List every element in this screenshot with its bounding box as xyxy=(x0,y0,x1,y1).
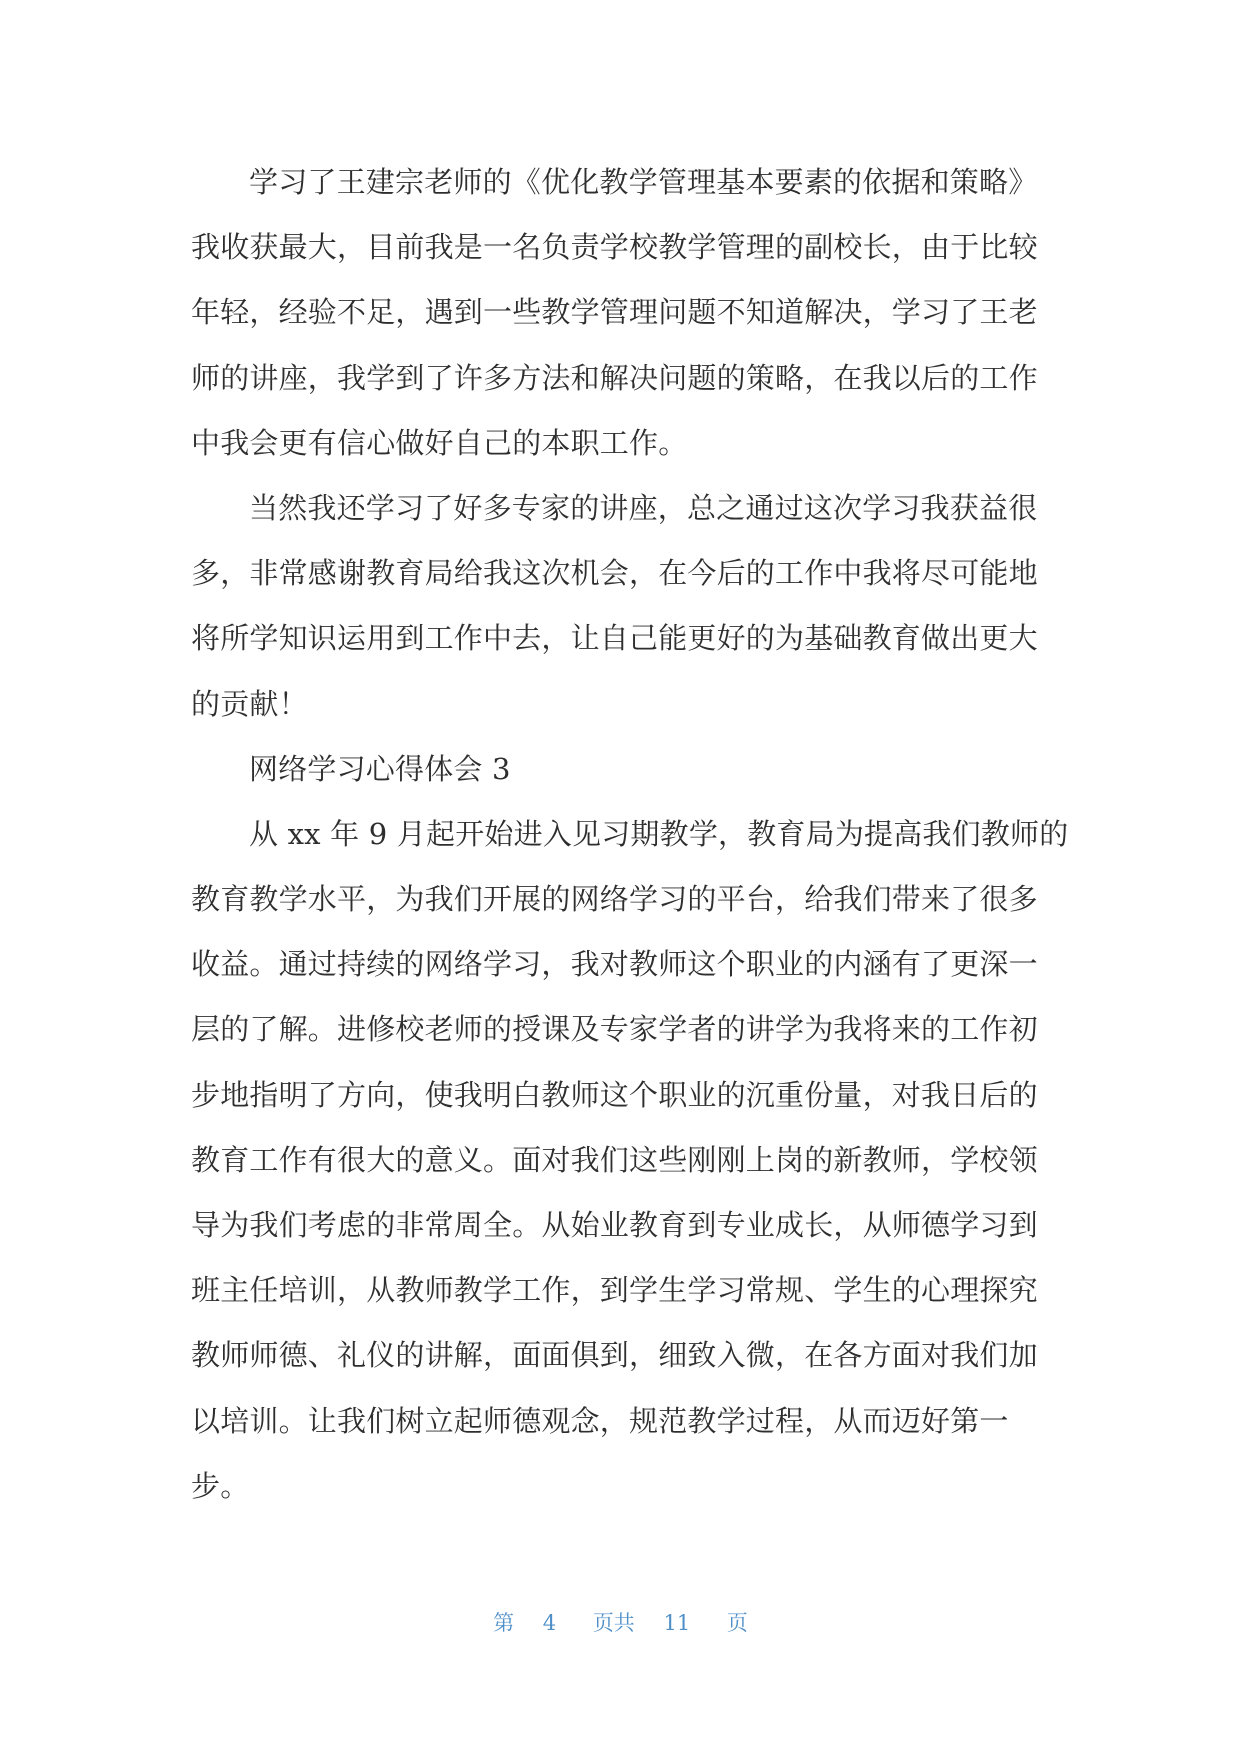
text-line: 从 xx 年 9 月起开始进入见习期教学，教育局为提高我们教师的 xyxy=(249,816,1069,851)
text-line: 多，非常感谢教育局给我这次机会，在今后的工作中我将尽可能地 xyxy=(191,556,1038,591)
text-line: 中我会更有信心做好自己的本职工作。 xyxy=(191,425,688,460)
footer-suffix: 页 xyxy=(726,1611,748,1635)
text-line: 层的了解。进修校老师的授课及专家学者的讲学为我将来的工作初 xyxy=(191,1012,1038,1047)
text-line: 收益。通过持续的网络学习，我对教师这个职业的内涵有了更深一 xyxy=(191,947,1038,982)
document-body xyxy=(191,150,1201,1519)
text-line: 步地指明了方向，使我明白教师这个职业的沉重份量，对我日后的 xyxy=(191,1077,1038,1112)
paragraph xyxy=(191,150,1201,476)
text-line: 导为我们考虑的非常周全。从始业教育到专业成长，从师德学习到 xyxy=(191,1208,1038,1242)
text-line: 步。 xyxy=(191,1468,250,1503)
page-footer xyxy=(0,1608,1241,1638)
text-line: 将所学知识运用到工作中去，让自己能更好的为基础教育做出更大 xyxy=(191,621,1038,656)
text-line: 以培训。让我们树立起师德观念，规范教学过程，从而迈好第一 xyxy=(191,1403,1009,1438)
text-line: 班主任培训，从教师教学工作，到学生学习常规、学生的心理探究 xyxy=(191,1273,1038,1308)
text-line: 年轻，经验不足，遇到一些教学管理问题不知道解决，学习了王老 xyxy=(191,295,1038,330)
text-line: 教育教学水平，为我们开展的网络学习的平台，给我们带来了很多 xyxy=(191,882,1038,917)
footer-middle: 页共 xyxy=(592,1611,635,1635)
text-line: 的贡献！ xyxy=(191,686,308,721)
text-line: 教师师德、礼仪的讲解，面面俱到，细致入微，在各方面对我们加 xyxy=(191,1338,1038,1373)
text-line: 教育工作有很大的意义。面对我们这些刚刚上岗的新教师，学校领 xyxy=(191,1142,1038,1177)
text-line: 我收获最大，目前我是一名负责学校教学管理的副校长，由于比较 xyxy=(191,230,1038,265)
text-line: 师的讲座，我学到了许多方法和解决问题的策略，在我以后的工作 xyxy=(191,360,1038,395)
footer-prefix: 第 xyxy=(493,1611,515,1635)
heading-text: 网络学习心得体会 3 xyxy=(249,751,511,786)
text-line: 学习了王建宗老师的《优化教学管理基本要素的依据和策略》 xyxy=(249,165,1038,199)
page-number: 4 xyxy=(542,1611,557,1635)
text-line: 当然我还学习了好多专家的讲座，总之通过这次学习我获益很 xyxy=(249,490,1038,525)
paragraph xyxy=(191,476,1201,737)
paragraph xyxy=(191,802,1201,1519)
section-heading xyxy=(191,737,1201,802)
total-pages: 11 xyxy=(663,1611,691,1635)
